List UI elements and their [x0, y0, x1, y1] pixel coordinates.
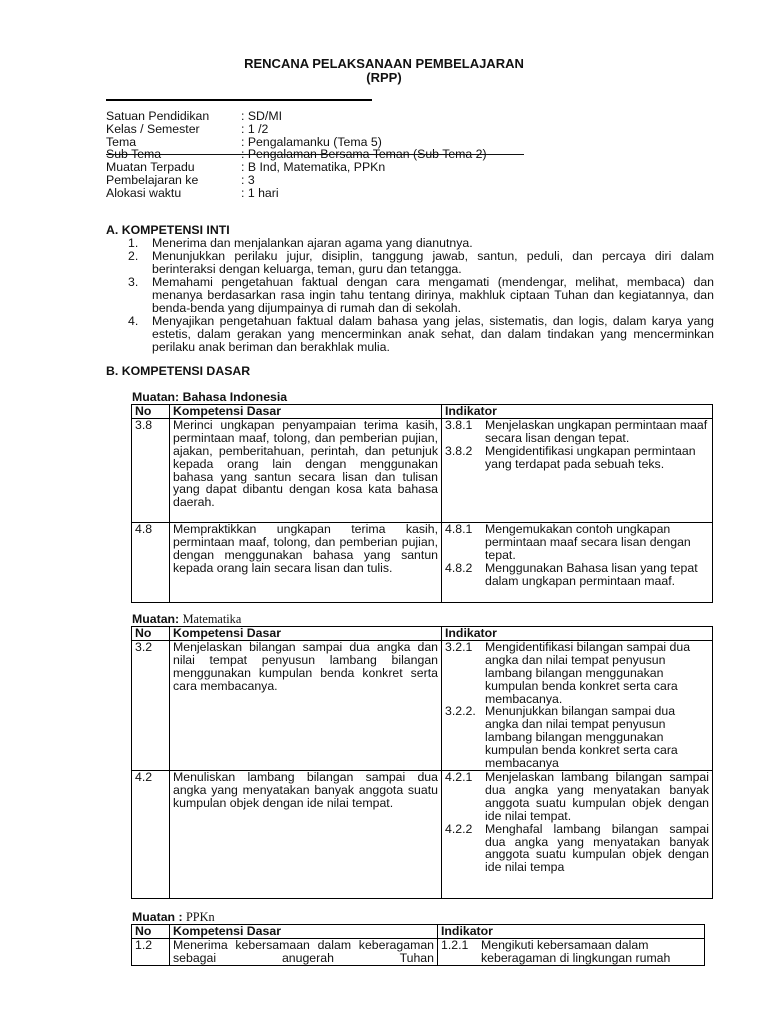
header-indikator: Indikator [442, 627, 713, 641]
list-number: 3. [128, 275, 139, 289]
indicator-text: Menghafal lambang bilangan sampai dua angka yang menyatakan banyak anggota suatu kumpulan objek dengan ide nilai tempa [485, 821, 709, 875]
meta-value: : 1 hari [241, 185, 279, 200]
table-row [132, 418, 713, 522]
cell-kompetensi-dasar: Menjelaskan bilangan sampai dua angka dan nilai tempat penyusun lambang bilangan menggunakan kumpulan benda konkret serta cara membacanya. [170, 640, 442, 770]
table-header-row [132, 405, 713, 419]
header-kompetensi-dasar: Kompetensi Dasar [170, 925, 438, 939]
muatan-prefix: Muatan: [132, 612, 183, 626]
section-heading-kompetensi-dasar: B. KOMPETENSI DASAR [106, 364, 251, 378]
cell-kompetensi-dasar: Menuliskan lambang bilangan sampai dua angka yang menyatakan banyak anggota suatu kumpulan objek dengan ide nilai tempat. [170, 770, 442, 898]
list-text: Menunjukkan perilaku jujur, disiplin, tanggung jawab, santun, peduli, dan percaya diri dalam berinteraksi dengan keluarga, teman, guru dan tetangga. [152, 249, 714, 276]
indicator-item [445, 771, 709, 823]
indicator-text: Mengemukakan contoh ungkapan permintaan maaf secara lisan dengan tepat. [485, 521, 691, 562]
strikethrough-line [106, 154, 524, 155]
meta-key: Tema [106, 134, 137, 149]
list-number: 1. [128, 236, 139, 250]
indicator-number: 3.8.1 [445, 417, 473, 432]
indicator-number: 4.2.2 [445, 821, 473, 836]
muatan-label-ppkn [132, 911, 215, 924]
table-bahasa-indonesia [131, 404, 713, 603]
indicator-number: 4.2.1 [445, 769, 473, 784]
indicator-item [445, 419, 709, 445]
header-no: No [132, 925, 170, 939]
doc-subtitle: (RPP) [366, 70, 402, 85]
cell-indikator [442, 770, 713, 898]
cell-no: 3.2 [132, 640, 170, 770]
list-text: Menerima dan menjalankan ajaran agama yang dianutnya. [152, 236, 473, 250]
table-matematika [131, 626, 713, 899]
table-row [132, 938, 705, 965]
cell-indikator [442, 522, 713, 602]
indicator-item [445, 562, 709, 588]
meta-key: Sub Tema [106, 147, 162, 162]
cell-kompetensi-dasar: Merinci ungkapan penyampaian terima kasih, permintaan maaf, tolong, dan pemberian pujian, ajakan, pemberitahuan, perintah, dan petunjuk kepada orang lain dengan menggunakan bahasa yang santun secara lisan dan tulisan yang dapat dibantu dengan kosa kata bahasa daerah. [170, 418, 442, 522]
indicator-item [445, 705, 709, 770]
cell-kompetensi-dasar: Mempraktikkan ungkapan terima kasih, permintaan maaf, tolong, dan pemberian pujian, dengan menggunakan bahasa yang santun kepada orang lain secara lisan dan tulis. [170, 522, 442, 602]
indicator-text: Menjelaskan lambang bilangan sampai dua angka yang menyatakan banyak anggota suatu kumpulan objek dengan ide nilai tempat. [485, 769, 709, 823]
indicator-number: 1.2.1 [441, 937, 469, 952]
muatan-subject: Matematika [182, 612, 242, 626]
list-number: 2. [128, 249, 139, 263]
indicator-item [441, 939, 701, 965]
indicator-item [445, 445, 709, 471]
meta-value: : 3 [241, 172, 255, 187]
meta-key: Alokasi waktu [106, 185, 182, 200]
list-number: 4. [128, 314, 139, 328]
meta-key: Satuan Pendidikan [106, 109, 210, 123]
table-row [132, 522, 713, 602]
cell-indikator [442, 640, 713, 770]
title-rule [106, 99, 372, 101]
indicator-number: 3.2.2. [445, 704, 476, 719]
header-no: No [132, 405, 170, 419]
indicator-text: Menggunakan Bahasa lisan yang tepat dalam ungkapan permintaan maaf. [485, 560, 698, 588]
table-ppkn [131, 924, 705, 966]
indicator-text: Mengikuti kebersamaan dalam keberagaman di lingkungan rumah [481, 937, 671, 965]
header-kompetensi-dasar: Kompetensi Dasar [170, 405, 442, 419]
indicator-text: Mengidentifikasi ungkapan permintaan yang terdapat pada sebuah teks. [485, 443, 696, 471]
meta-value: : B Ind, Matematika, PPKn [241, 160, 386, 175]
indicator-number: 3.8.2 [445, 443, 473, 458]
list-item [128, 276, 714, 315]
header-kompetensi-dasar: Kompetensi Dasar [170, 627, 442, 641]
meta-value: : SD/MI [241, 109, 282, 123]
section-heading-kompetensi-inti: A. KOMPETENSI INTI [106, 223, 230, 237]
doc-title: RENCANA PELAKSANAAN PEMBELAJARAN [244, 56, 524, 71]
table-row [132, 770, 713, 898]
meta-key: Muatan Terpadu [106, 160, 195, 175]
list-item [128, 250, 714, 276]
header-indikator: Indikator [442, 405, 713, 419]
indicator-text: Menunjukkan bilangan sampai dua angka dan nilai tempat penyusun lambang bilangan menggunakan kumpulan benda konkret serta cara membacanya [485, 704, 678, 771]
muatan-subject: Bahasa Indonesia [182, 390, 288, 404]
list-item [128, 315, 714, 354]
meta-key: Kelas / Semester [106, 121, 200, 136]
indicator-number: 4.8.1 [445, 521, 473, 536]
table-row [132, 640, 713, 770]
cell-no: 4.2 [132, 770, 170, 898]
meta-value: : Pengalamanku (Tema 5) [241, 134, 382, 149]
muatan-label-matematika [132, 613, 241, 626]
meta-value: : 1 /2 [241, 121, 269, 136]
indicator-item [445, 641, 709, 706]
meta-key: Pembelajaran ke [106, 172, 199, 187]
indicator-number: 4.8.2 [445, 560, 473, 575]
muatan-prefix: Muatan : [132, 910, 186, 924]
list-text: Memahami pengetahuan faktual dengan cara mengamati (mendengar, melihat, membaca) dan menanya berdasarkan rasa ingin tahu tentang dirinya, makhluk ciptaan Tuhan dan kegiatannya, dan benda-benda yang dijumpainya di rumah dan di sekolah. [152, 275, 714, 315]
kompetensi-inti-list [128, 237, 714, 354]
list-text: Menyajikan pengetahuan faktual dalam bahasa yang jelas, sistematis, dan logis, dalam karya yang estetis, dalam gerakan yang mencerminkan anak sehat, dan dalam tindakan yang mencerminkan perilaku anak beriman dan berakhlak mulia. [152, 314, 714, 354]
muatan-subject: PPKn [185, 910, 215, 924]
cell-no: 4.8 [132, 522, 170, 602]
indicator-item [445, 523, 709, 562]
cell-indikator [438, 938, 705, 965]
indicator-text: Menjelaskan ungkapan permintaan maaf secara lisan dengan tepat. [485, 417, 708, 445]
table-header-row [132, 627, 713, 641]
muatan-prefix: Muatan: [132, 390, 183, 404]
cell-kompetensi-dasar: Menerima kebersamaan dalam keberagaman sebagai anugerah Tuhan [170, 938, 438, 965]
indicator-text: Mengidentifikasi bilangan sampai dua angka dan nilai tempat penyusun lambang bilangan menggunakan kumpulan benda konkret serta cara membacanya. [485, 639, 691, 706]
meta-value: : Pengalaman Bersama Teman (Sub Tema 2) [241, 147, 487, 162]
header-no: No [132, 627, 170, 641]
cell-no: 1.2 [132, 938, 170, 965]
indicator-number: 3.2.1 [445, 639, 473, 654]
cell-indikator [442, 418, 713, 522]
cell-no: 3.8 [132, 418, 170, 522]
table-header-row [132, 925, 705, 939]
muatan-label-bahasa-indonesia [132, 391, 287, 404]
header-indikator: Indikator [438, 925, 705, 939]
indicator-item [445, 823, 709, 875]
